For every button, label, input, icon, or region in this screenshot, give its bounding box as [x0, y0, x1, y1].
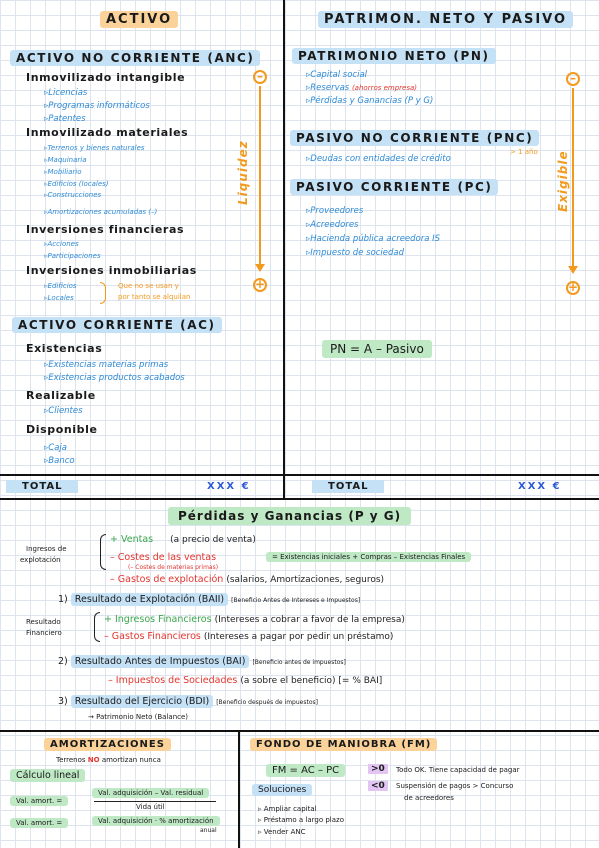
list-item: ▹Programas informáticos	[44, 101, 150, 111]
inmobiliarias-note: por tanto se alquilan	[118, 293, 191, 301]
pn-heading: PATRIMONIO NETO (PN)	[292, 49, 496, 63]
formula-1-lhs: Val. amort. =	[10, 797, 68, 805]
formula-2-rhs-anual: anual	[200, 827, 217, 834]
pyg-bai: 1) Resultado de Explotación (BAII) [Beneficio Antes de Intereses e Impuestos]	[58, 594, 361, 605]
pyg-title: Pérdidas y Ganancias (P y G)	[168, 509, 411, 523]
calculo-lineal: Cálculo lineal	[10, 770, 85, 781]
list-item: ▹Proveedores	[306, 206, 364, 216]
list-item: ▹Acreedores	[306, 220, 359, 230]
ingresos-brace	[100, 534, 106, 570]
pyg-bdi-arrow: → Patrimonio Neto (Balance)	[88, 713, 189, 721]
anc-heading: ACTIVO NO CORRIENTE (ANC)	[10, 51, 260, 65]
inmobiliarias-note: Que no se usan y	[118, 282, 179, 290]
pyg-costes-formula: = Existencias iniciales + Compras – Existencias Finales	[266, 553, 471, 561]
list-item: ▹Terrenos y bienes naturales	[44, 144, 145, 152]
fm-neg: <0	[368, 781, 388, 791]
list-item: ▹Hacienda pública acreedora IS	[306, 234, 441, 244]
anc-group-inv-inmobiliarias: Inversiones inmobiliarias	[26, 264, 197, 277]
amortizaciones-title: AMORTIZACIONES	[44, 739, 171, 750]
activo-total-value: XXX €	[207, 481, 251, 492]
pc-heading: PASIVO CORRIENTE (PC)	[290, 180, 498, 194]
fm-pos: >0	[368, 764, 388, 774]
list-item: ▹Patentes	[44, 114, 86, 124]
list-item: ▹Existencias productos acabados	[44, 373, 185, 383]
list-item: ▹Existencias materias primas	[44, 360, 169, 370]
list-item: ▹Edificios	[44, 282, 77, 290]
list-item: ▹ Vender ANC	[258, 828, 306, 836]
inmobiliarias-brace	[100, 282, 106, 304]
exigible-arrow	[572, 88, 574, 268]
formula-2-lhs: Val. amort. =	[10, 819, 68, 827]
pyg-gastos-explotacion: – Gastos de explotación (salarios, Amortizaciones, seguros)	[110, 574, 385, 585]
ac-group-disponible: Disponible	[26, 423, 98, 436]
pasivo-total-value: XXX €	[518, 481, 562, 492]
list-item: ▹Locales	[44, 294, 74, 302]
arrow-down-icon	[568, 266, 578, 274]
ac-group-existencias: Existencias	[26, 342, 103, 355]
list-item: ▹Reservas (ahorros empresa)	[306, 83, 418, 93]
activo-heading: ACTIVO	[100, 12, 178, 27]
formula-1-numerator: Val. adquisición – Val. residual	[92, 789, 209, 797]
formula-1-bar	[94, 801, 216, 802]
anc-group-intangible: Inmovilizado intangible	[26, 71, 186, 84]
list-item: ▹Clientes	[44, 406, 83, 416]
liquidez-arrow	[259, 86, 261, 266]
pyg-bottom-divider	[0, 730, 599, 732]
balance-bottom-divider	[0, 498, 599, 500]
list-item: ▹Amortizaciones acumuladas (–)	[44, 208, 158, 216]
ingresos-explotacion-label: explotación	[20, 556, 61, 564]
anc-group-materiales: Inmovilizado materiales	[26, 126, 189, 139]
amortizaciones-note: Terrenos NO amortizan nunca	[56, 756, 161, 764]
balance-total-divider-top	[0, 474, 599, 476]
plus-icon: +	[255, 277, 266, 291]
list-item: ▹Capital social	[306, 70, 368, 80]
exigible-label: Exigible	[556, 150, 570, 212]
list-item: ▹Participaciones	[44, 252, 101, 260]
pyg-ingresos-financieros: + Ingresos Financieros (Intereses a cobrar a favor de la empresa)	[104, 614, 405, 625]
pyg-rai: 2) Resultado Antes de Impuestos (BAI) [Beneficio antes de impuestos]	[58, 656, 346, 667]
pyg-bdi: 3) Resultado del Ejercicio (BDI) [Beneficio después de impuestos]	[58, 696, 318, 707]
list-item: ▹ Ampliar capital	[258, 805, 317, 813]
minus-icon: –	[566, 72, 580, 86]
list-item: ▹Mobiliario	[44, 168, 82, 176]
liquidez-label: Liquidez	[236, 140, 250, 205]
anc-group-inv-financieras: Inversiones financieras	[26, 223, 185, 236]
plus-icon: +	[568, 280, 579, 294]
list-item: ▹Licencias	[44, 88, 88, 98]
list-item: ▹Impuesto de sociedad	[306, 248, 404, 258]
financiero-brace	[94, 612, 100, 642]
pasivo-heading: PATRIMON. NETO Y PASIVO	[318, 12, 573, 27]
list-item: ▹Caja	[44, 443, 67, 453]
pyg-ventas: + Ventas (a precio de venta)	[110, 534, 256, 545]
pyg-costes: – Costes de las ventas	[110, 552, 217, 563]
formula-1-denominator: Vida útil	[136, 803, 165, 811]
ingresos-explotacion-label: Ingresos de	[26, 545, 67, 553]
fm-soluciones: Soluciones	[252, 785, 312, 795]
resultado-financiero-label: Resultado	[26, 618, 61, 626]
pyg-costes-sub: (– Costes de materias primas)	[128, 564, 219, 571]
pyg-impuestos: – Impuestos de Sociedades (a sobre el beneficio) [= % BAI]	[108, 675, 383, 686]
list-item: ▹ Préstamo a largo plazo	[258, 816, 344, 824]
arrow-down-icon	[255, 264, 265, 272]
resultado-financiero-label: Financiero	[26, 629, 62, 637]
fm-formula: FM = AC – PC	[266, 765, 345, 776]
minus-icon: –	[253, 70, 267, 84]
list-item: ▹Acciones	[44, 240, 79, 248]
list-item: ▹Edificios (locales)	[44, 180, 109, 188]
activo-total-label: TOTAL	[6, 480, 78, 493]
fm-title: FONDO DE MANIOBRA (FM)	[250, 739, 437, 750]
ac-heading: ACTIVO CORRIENTE (AC)	[12, 318, 222, 332]
pasivo-total-label: TOTAL	[312, 480, 384, 493]
list-item: ▹Construcciones	[44, 191, 102, 199]
top-center-divider	[283, 0, 285, 500]
list-item: ▹Maquinaria	[44, 156, 87, 164]
list-item: ▹Deudas con entidades de crédito	[306, 154, 451, 164]
fm-neg-text: de acreedores	[404, 794, 454, 802]
list-item: ▹Banco	[44, 456, 75, 466]
pnc-heading: PASIVO NO CORRIENTE (PNC)	[290, 131, 539, 145]
fm-pos-text: Todo OK. Tiene capacidad de pagar	[396, 766, 520, 774]
ac-group-realizable: Realizable	[26, 389, 96, 402]
bottom-center-divider	[238, 730, 240, 848]
list-item: ▹Pérdidas y Ganancias (P y G)	[306, 96, 434, 106]
fm-neg-text: Suspensión de pagos > Concurso	[396, 782, 514, 790]
formula-2-rhs: Val. adquisición · % amortización	[92, 817, 220, 825]
pyg-gastos-financieros: – Gastos Financieros (Intereses a pagar por pedir un préstamo)	[104, 631, 394, 642]
pnc-note: > 1 año	[510, 148, 538, 156]
pn-formula: PN = A – Pasivo	[322, 342, 432, 356]
